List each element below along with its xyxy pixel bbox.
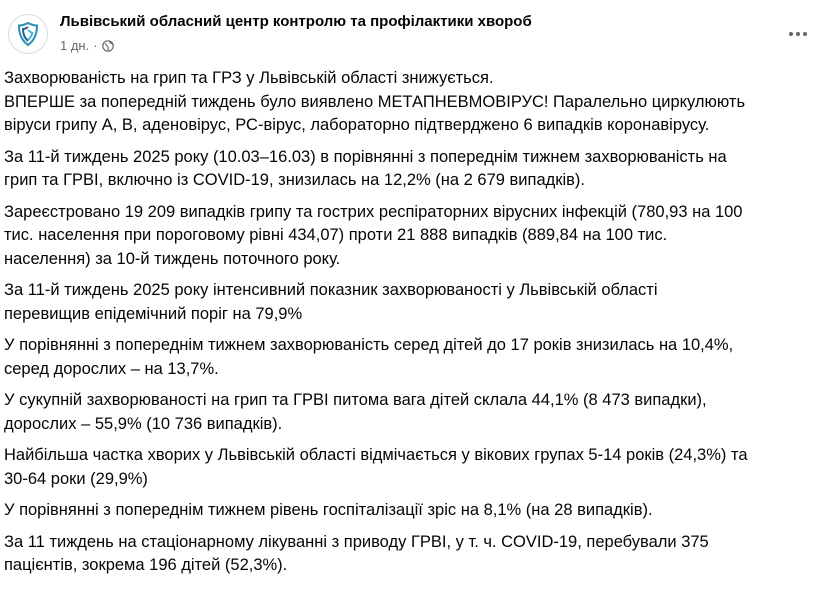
globe-icon	[102, 40, 114, 52]
paragraph-line: перевищив епідемічний поріг на 79,9%	[4, 304, 303, 323]
paragraph-line: За 11-й тиждень 2025 року інтенсивний показник захворюваності у Львівській області	[4, 281, 658, 299]
post-paragraph	[4, 531, 810, 578]
post-paragraph	[4, 67, 810, 138]
more-options-dot	[796, 32, 800, 36]
paragraph-line: У сукупній захворюваності на грип та ГРВІ питома вага дітей склала 44,1% (8 473 випадки),	[4, 391, 707, 409]
more-options-button[interactable]	[786, 24, 810, 44]
paragraph-line: населення) за 10-й тиждень поточного року.	[4, 249, 341, 268]
paragraph-line: серед дорослих – на 13,7%.	[4, 359, 219, 378]
post-paragraph	[4, 499, 810, 523]
paragraph-line: Зареєстровано 19 209 випадків грипу та гострих респіраторних вірусних інфекцій (780,93 на 100	[4, 202, 743, 221]
paragraph-line: 30-64 роки (29,9%)	[4, 469, 148, 488]
post-paragraph	[4, 444, 810, 491]
paragraph-line: За 11 тиждень на стаціонарному лікуванні з приводу ГРВІ, у т. ч. COVID-19, перебували 375	[4, 532, 709, 551]
post-paragraph	[4, 279, 810, 326]
post-time[interactable]: 1 дн.	[60, 38, 90, 53]
post-meta	[60, 38, 114, 53]
paragraph-line: віруси грипу А, В, аденовірус, РС-вірус, лабораторно підтверджено 6 випадків коронавірусу.	[4, 116, 710, 134]
post-paragraph	[4, 146, 810, 193]
paragraph-line: дорослих – 55,9% (10 736 випадків).	[4, 414, 283, 433]
post-paragraph	[4, 334, 810, 381]
meta-separator: ·	[93, 38, 98, 53]
post-body	[4, 67, 810, 586]
shield-logo-icon	[15, 21, 41, 47]
paragraph-line: ВПЕРШЕ за попередній тиждень було виявлено МЕТАПНЕВМОВІРУС! Паралельно циркулюють	[4, 92, 746, 111]
page-avatar[interactable]	[8, 14, 48, 54]
paragraph-line: грип та ГРВІ, включно із COVID-19, знизилась на 12,2% (на 2 679 випадків).	[4, 171, 585, 189]
post-header	[0, 0, 816, 64]
paragraph-line: Захворюваність на грип та ГРЗ у Львівській області знижується.	[4, 69, 494, 87]
more-options-dot	[803, 32, 807, 36]
paragraph-line: пацієнтів, зокрема 196 дітей (52,3%).	[4, 556, 288, 574]
paragraph-line: тис. населення при пороговому рівні 434,07) проти 21 888 випадків (889,84 на 100 тис.	[4, 226, 668, 244]
post-paragraph	[4, 201, 810, 272]
paragraph-line: Найбільша частка хворих у Львівській області відмічається у вікових групах 5-14 років (24,3%) та	[4, 446, 748, 464]
paragraph-line: За 11-й тиждень 2025 року (10.03–16.03) в порівнянні з попереднім тижнем захворюваність на	[4, 147, 727, 166]
post-paragraph	[4, 389, 810, 436]
more-options-icon	[789, 32, 793, 36]
paragraph-line: У порівнянні з попереднім тижнем рівень госпіталізації зріс на 8,1% (на 28 випадків).	[4, 501, 653, 519]
paragraph-line: У порівнянні з попереднім тижнем захворюваність серед дітей до 17 років знизилась на 10,4%,	[4, 336, 734, 354]
page-name-link[interactable]: Львівський обласний центр контролю та профілактики хвороб	[60, 13, 532, 30]
